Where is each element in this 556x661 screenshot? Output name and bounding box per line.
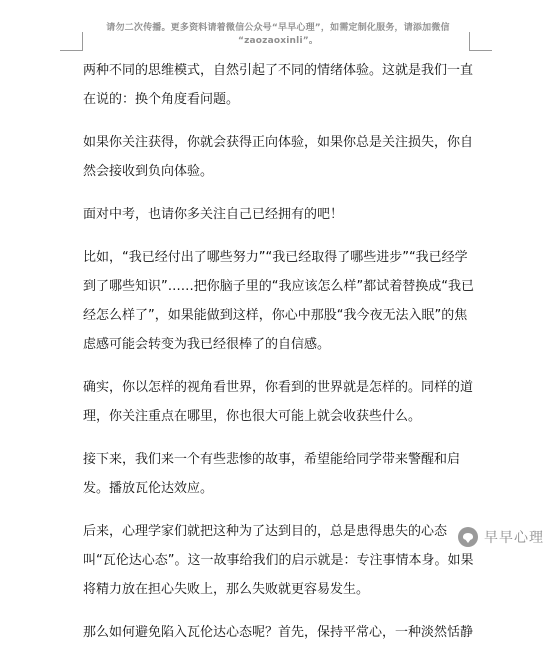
crop-mark-top-left <box>60 32 83 51</box>
paragraph: 比如，“我已经付出了哪些努力”“我已经取得了哪些进步”“我已经学到了哪些知识”……把你脑子里的“我应该怎么样”都试着替换成“我已经怎么样了”，如果能做到这样，你心中那股“我今夜无法入眠”的焦虑感可能会转变为我已经很棒了的自信感。 <box>83 250 474 352</box>
paragraph: 那么如何避免陷入瓦伦达心态呢？首先，保持平常心，一种淡然恬静 <box>83 625 474 640</box>
paragraph: 确实，你以怎样的视角看世界，你看到的世界就是怎样的。同样的道理，你关注重点在哪里，你也很大可能上就会收获些什么。 <box>83 380 474 424</box>
watermark-text: 早早心理 <box>484 530 544 546</box>
wechat-icon <box>458 527 478 547</box>
paragraph: 两种不同的思维模式，自然引起了不同的情绪体验。这就是我们一直在说的：换个角度看问题。 <box>83 63 474 107</box>
paragraph: 如果你关注获得，你就会获得正向体验，如果你总是关注损失，你自然会接收到负向体验。 <box>83 135 474 179</box>
page-header <box>88 22 468 48</box>
paragraph: 面对中考，也请你多关注自己已经拥有的吧！ <box>83 207 344 222</box>
watermark <box>448 525 548 549</box>
document-body <box>83 56 475 661</box>
header-line-2: “zaozaoxinli”。 <box>237 36 319 46</box>
paragraph: 后来，心理学家们就把这种为了达到目的，总是患得患失的心态叫“瓦伦达心态”。这一故事给我们的启示就是：专注事情本身。如果将精力放在担心失败上，那么失败就更容易发生。 <box>83 524 474 597</box>
paragraph: 接下来，我们来一个有些悲惨的故事，希望能给同学带来警醒和启发。播放瓦伦达效应。 <box>83 452 461 496</box>
crop-mark-top-right <box>469 32 492 51</box>
header-line-1: 请勿二次传播。更多资料请着微信公众号“早早心理”，如需定制化服务，请添加微信 <box>106 23 450 33</box>
